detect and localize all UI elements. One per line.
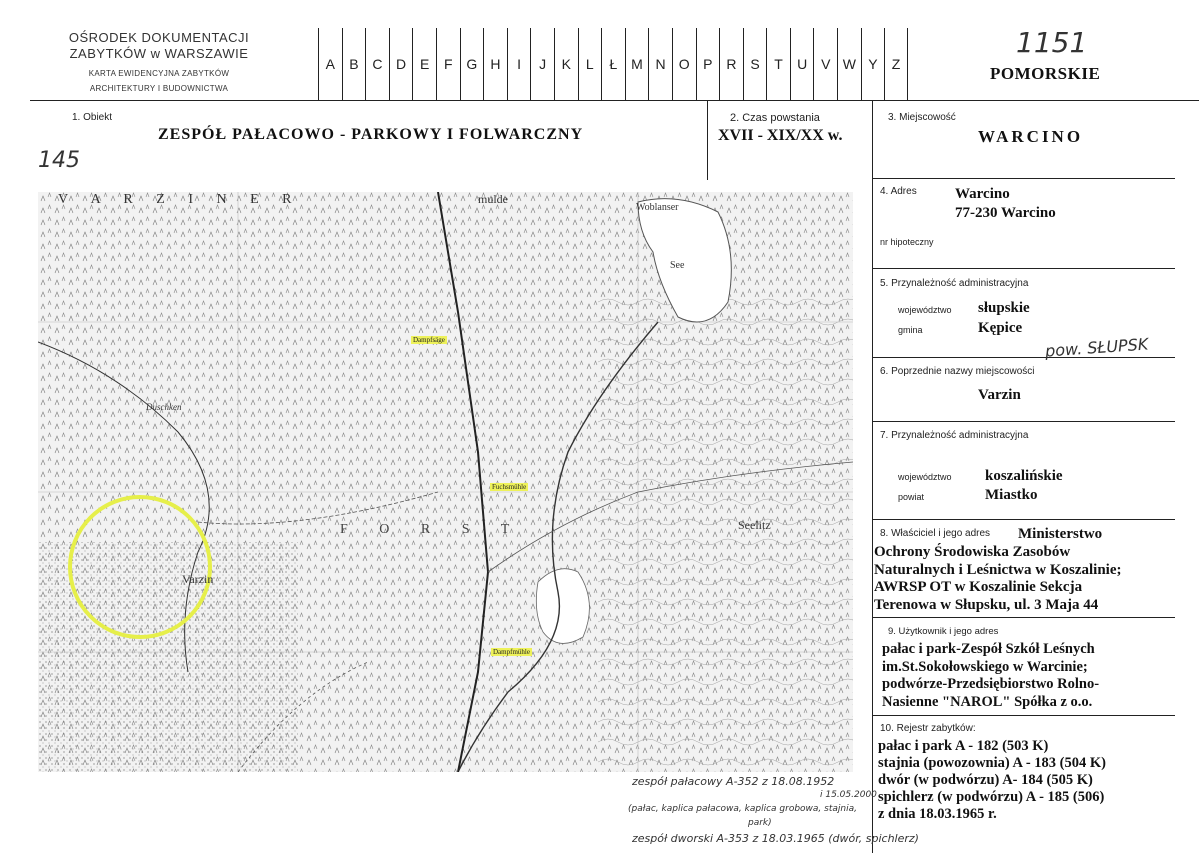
wojewodztwo7-value: koszalińskie (985, 468, 1063, 484)
miejscowosc-value: WARCINO (978, 127, 1084, 146)
letter-cell: B (342, 28, 366, 100)
uzytkownik-line: Nasienne "NAROL" Spółka z o.o. (882, 693, 1093, 710)
map-label-varzin: Varzin (182, 572, 214, 586)
letter-cell: J (530, 28, 554, 100)
map-label-seelitz: Seelitz (738, 518, 771, 532)
wlasciciel-block (874, 544, 1122, 614)
topographic-map (38, 192, 853, 772)
poprzednie-value: Varzin (978, 387, 1021, 403)
wlasciciel-label: 8. Właściciel i jego adres (880, 528, 991, 539)
map-highlight-1: Dampfsäge (413, 336, 445, 344)
wojewodztwo7-label: województwo (898, 472, 952, 482)
rejestr-block (878, 738, 1106, 823)
letter-cell: F (436, 28, 460, 100)
region-name: POMORSKIE (990, 64, 1101, 83)
letter-cell: H (483, 28, 507, 100)
letter-cell: P (696, 28, 720, 100)
letter-cell: W (837, 28, 861, 100)
letter-cell: M (625, 28, 649, 100)
gmina-label: gmina (898, 325, 923, 335)
hand-number: 1151 (1016, 26, 1088, 59)
letter-cell: C (365, 28, 389, 100)
map-label-see: See (670, 260, 685, 271)
wlasciciel-first: Ministerstwo (1018, 526, 1103, 542)
map-label-top: V A R Z I N E R (58, 192, 302, 207)
wlasciciel-line: AWRSP OT w Koszalinie Sekcja (874, 579, 1083, 595)
rejestr-label: 10. Rejestr zabytków: (880, 723, 976, 734)
map-label-forst: F O R S T (340, 522, 524, 537)
map-highlight-3: Dampfmühle (493, 648, 530, 656)
letter-cell: L (578, 28, 602, 100)
divider-h3 (872, 178, 1175, 179)
divider-h4 (872, 268, 1175, 269)
uzytkownik-block (882, 641, 1099, 711)
divider-h5 (872, 357, 1175, 358)
letter-cell: Y (861, 28, 885, 100)
wojewodztwo5-value: słupskie (978, 300, 1030, 316)
letter-cell: Ł (601, 28, 625, 100)
obiekt-label: 1. Obiekt (72, 112, 113, 123)
letter-cell: S (743, 28, 767, 100)
letter-cell: R (719, 28, 743, 100)
wlasciciel-line: Ochrony Środowiska Zasobów (874, 544, 1071, 560)
wlasciciel-line: Terenowa w Słupsku, ul. 3 Maja 44 (874, 596, 1099, 613)
alphabet-index (318, 28, 908, 100)
letter-cell: E (412, 28, 436, 100)
map-label-duschken: Duschken (146, 402, 182, 412)
przynaleznosc5-label: 5. Przynależność administracyjna (880, 278, 1029, 289)
divider-h6 (872, 421, 1175, 422)
adres-label: 4. Adres (880, 186, 917, 197)
letter-cell: G (460, 28, 484, 100)
uzytkownik-line: pałac i park-Zespół Szkół Leśnych (882, 641, 1095, 657)
divider-h9 (872, 715, 1175, 716)
letter-cell: V (813, 28, 837, 100)
adres-line-2: 77-230 Warcino (955, 205, 1056, 221)
letter-cell: T (766, 28, 790, 100)
letter-cell: I (507, 28, 531, 100)
hipoteczny-label: nr hipoteczny (880, 237, 934, 247)
hand-145: 145 (38, 148, 80, 173)
wojewodztwo5-label: województwo (898, 305, 952, 315)
przynaleznosc7-label: 7. Przynależność administracyjna (880, 430, 1029, 441)
letter-cell: Z (884, 28, 908, 100)
card-type-line-1: KARTA EWIDENCYJNA ZABYTKÓW (88, 69, 230, 78)
obiekt-value: ZESPÓŁ PAŁACOWO - PARKOWY I FOLWARCZNY (158, 126, 584, 143)
rejestr-line: z dnia 18.03.1965 r. (878, 806, 997, 822)
institution-line-1: OŚRODEK DOKUMENTACJI (68, 30, 250, 45)
powiat-value: Miastko (985, 487, 1038, 503)
rejestr-line: stajnia (powozownia) A - 183 (504 K) (878, 755, 1106, 771)
wlasciciel-line: Naturalnych i Leśnictwa w Koszalinie; (874, 561, 1122, 578)
rejestr-line: dwór (w podwórzu) A- 184 (505 K) (878, 772, 1093, 788)
poprzednie-label: 6. Poprzednie nazwy miejscowości (880, 366, 1035, 377)
divider-right-column (872, 100, 873, 853)
letter-cell: O (672, 28, 696, 100)
uzytkownik-label: 9. Użytkownik i jego adres (888, 626, 999, 637)
hand-pow: pow. SŁUPSK (1044, 334, 1149, 361)
czas-value: XVII - XIX/XX w. (718, 127, 843, 144)
map-label-woblanser: Woblanser (636, 202, 679, 213)
uzytkownik-line: im.St.Sokołowskiego w Warcinie; (882, 658, 1088, 675)
handnote-line-1b: i 15.05.2000 (820, 790, 877, 800)
divider-h8 (872, 617, 1175, 618)
rejestr-line: spichlerz (w podwórzu) A - 185 (506) (878, 789, 1105, 805)
divider-h7 (872, 519, 1175, 520)
divider-v1 (707, 100, 708, 180)
card-type-line-2: ARCHITEKTURY I BUDOWNICTWA (89, 84, 229, 93)
czas-label: 2. Czas powstania (730, 112, 820, 124)
miejscowosc-label: 3. Miejscowość (888, 112, 956, 123)
gmina-value: Kępice (978, 320, 1023, 336)
handnote-line-2b: park) (748, 818, 772, 828)
handnote-line-2: (pałac, kaplica pałacowa, kaplica grobowa, stajnia, (628, 804, 857, 814)
map-label-mulde: mulde (478, 192, 508, 206)
institution-line-2: ZABYTKÓW w WARSZAWIE (69, 46, 249, 61)
uzytkownik-line: podwórze-Przedsiębiorstwo Rolno- (882, 676, 1100, 692)
rejestr-line: pałac i park A - 182 (503 K) (878, 738, 1049, 754)
letter-cell: N (648, 28, 672, 100)
adres-line-1: Warcino (955, 186, 1010, 202)
header-divider (30, 100, 1199, 101)
map-highlight-2: Fuchsmühle (492, 483, 527, 491)
letter-cell: A (318, 28, 342, 100)
map-canvas (38, 192, 853, 772)
handnote-line-1: zespół pałacowy A-352 z 18.08.1952 (632, 775, 835, 788)
letter-cell: D (389, 28, 413, 100)
handnote-line-3: zespół dworski A-353 z 18.03.1965 (dwór, spichlerz) (632, 832, 919, 845)
letter-cell: U (790, 28, 814, 100)
powiat-label: powiat (898, 492, 925, 502)
letter-cell: K (554, 28, 578, 100)
